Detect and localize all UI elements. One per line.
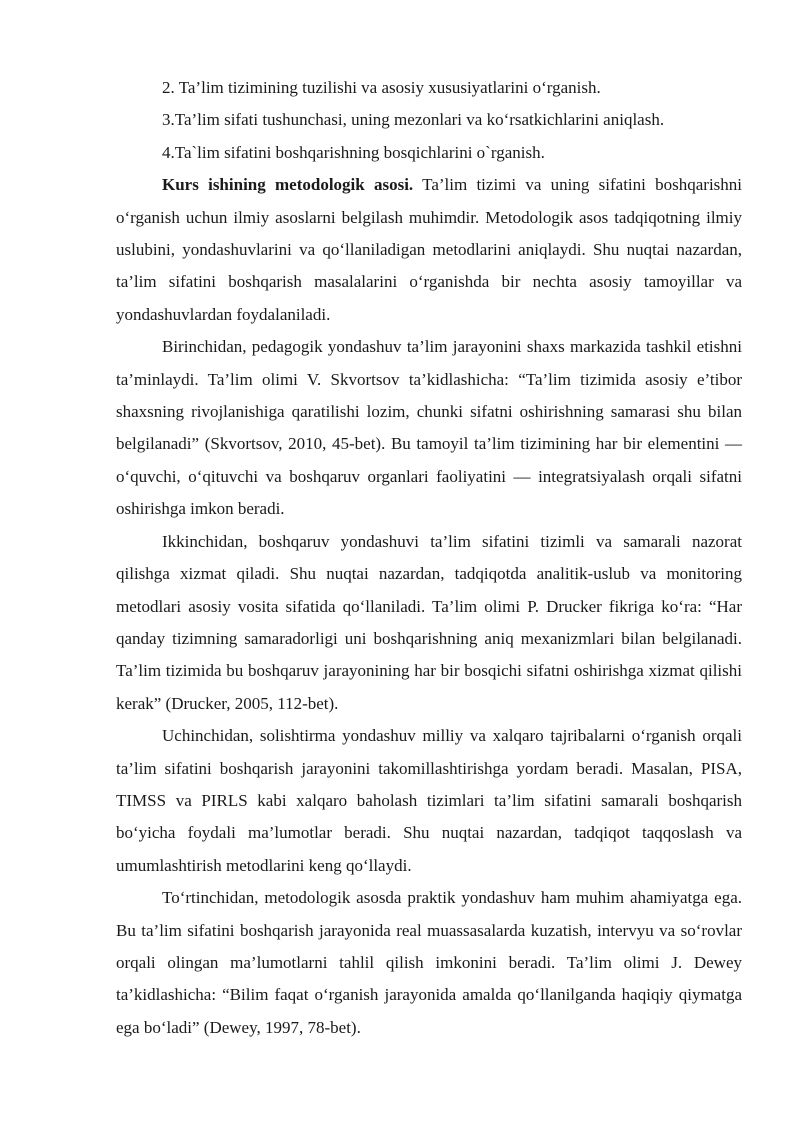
paragraph-first-approach: Birinchidan, pedagogik yondashuv ta’lim jarayonini shaxs markazida tashkil etishni ta’minlaydi. Ta’lim olimi V. Skvortsov ta’kidlashicha: “Ta’lim tizimida asosiy e’tibor shaxsning rivojlanishiga qaratilishi lozim, chunki sifatni oshirishning samarasi shu bilan belgilanadi” (Skvortsov, 2010, 45-bet). Bu tamoyil ta’lim tizimining har bir elementini — o‘quvchi, o‘qituvchi va boshqaruv organlari faoliyatini — integratsiyalash orqali sifatni oshirishga imkon beradi. (116, 337, 742, 519)
paragraph-fourth-approach: To‘rtinchidan, metodologik asosda praktik yondashuv ham muhim ahamiyatga ega. Bu ta’lim sifatini boshqarish jarayonida real muassasalarda kuzatish, intervyu va so‘rovlar orqali olingan ma’lumotlarni tahlil qilish imkonini beradi. Ta’lim olimi J. Dewey ta’kidlashicha: “Bilim faqat o‘rganish jarayonida amalda qo‘llanilganda haqiqiy qiymatga ega bo‘ladi” (Dewey, 1997, 78-bet). (116, 888, 742, 1037)
paragraph-third-approach: Uchinchidan, solishtirma yondashuv milliy va xalqaro tajribalarni o‘rganish orqali ta’lim sifatini boshqarish jarayonini takomillashtirishga yordam beradi. Masalan, PISA, TIMSS va PIRLS kabi xalqaro baholash tizimlari ta’lim sifatini samarali boshqarish bo‘yicha foydali ma’lumotlar beradi. Shu nuqtai nazardan, tadqiqot taqqoslash va umumlashtirish metodlarini keng qo‘llaydi. (116, 726, 742, 875)
objective-item-3: 3.Ta’lim sifati tushunchasi, uning mezonlari va ko‘rsatkichlarini aniqlash. (162, 110, 665, 130)
objective-item-2: 2. Ta’lim tizimining tuzilishi va asosiy xususiyatlarini o‘rganish. (162, 78, 601, 97)
methodology-paragraph (116, 169, 742, 331)
methodology-heading: Kurs ishining metodologik asosi. (162, 175, 414, 195)
objective-item-4: 4.Ta`lim sifatini boshqarishning bosqichlarini o`rganish. (162, 142, 545, 162)
methodology-text: Ta’lim tizimi va uning sifatini boshqarishni o‘rganish uchun ilmiy asoslarni belgilash muhimdir. Metodologik asos tadqiqotning ilmiy uslubini, yondashuvlarini va qo‘llaniladigan metodlarini aniqlaydi. Shu nuqtai nazardan, ta’lim sifatini boshqarish masalalarini o‘rganishda bir nechta asosiy tamoyillar va yondashuvlardan foydalaniladi. (116, 175, 743, 324)
document-page (116, 72, 742, 1044)
paragraph-second-approach: Ikkinchidan, boshqaruv yondashuvi ta’lim sifatini tizimli va samarali nazorat qilishga xizmat qiladi. Shu nuqtai nazardan, tadqiqotda analitik-uslub va monitoring metodlari asosiy vosita sifatida qo‘llaniladi. Ta’lim olimi P. Drucker fikriga ko‘ra: “Har qanday tizimning samaradorligi uni boshqarishning aniq mexanizmlari bilan belgilanadi. Ta’lim tizimida bu boshqaruv jarayonining har bir bosqichi sifatni oshirishga xizmat qilishi kerak” (Drucker, 2005, 112-bet). (116, 531, 742, 713)
